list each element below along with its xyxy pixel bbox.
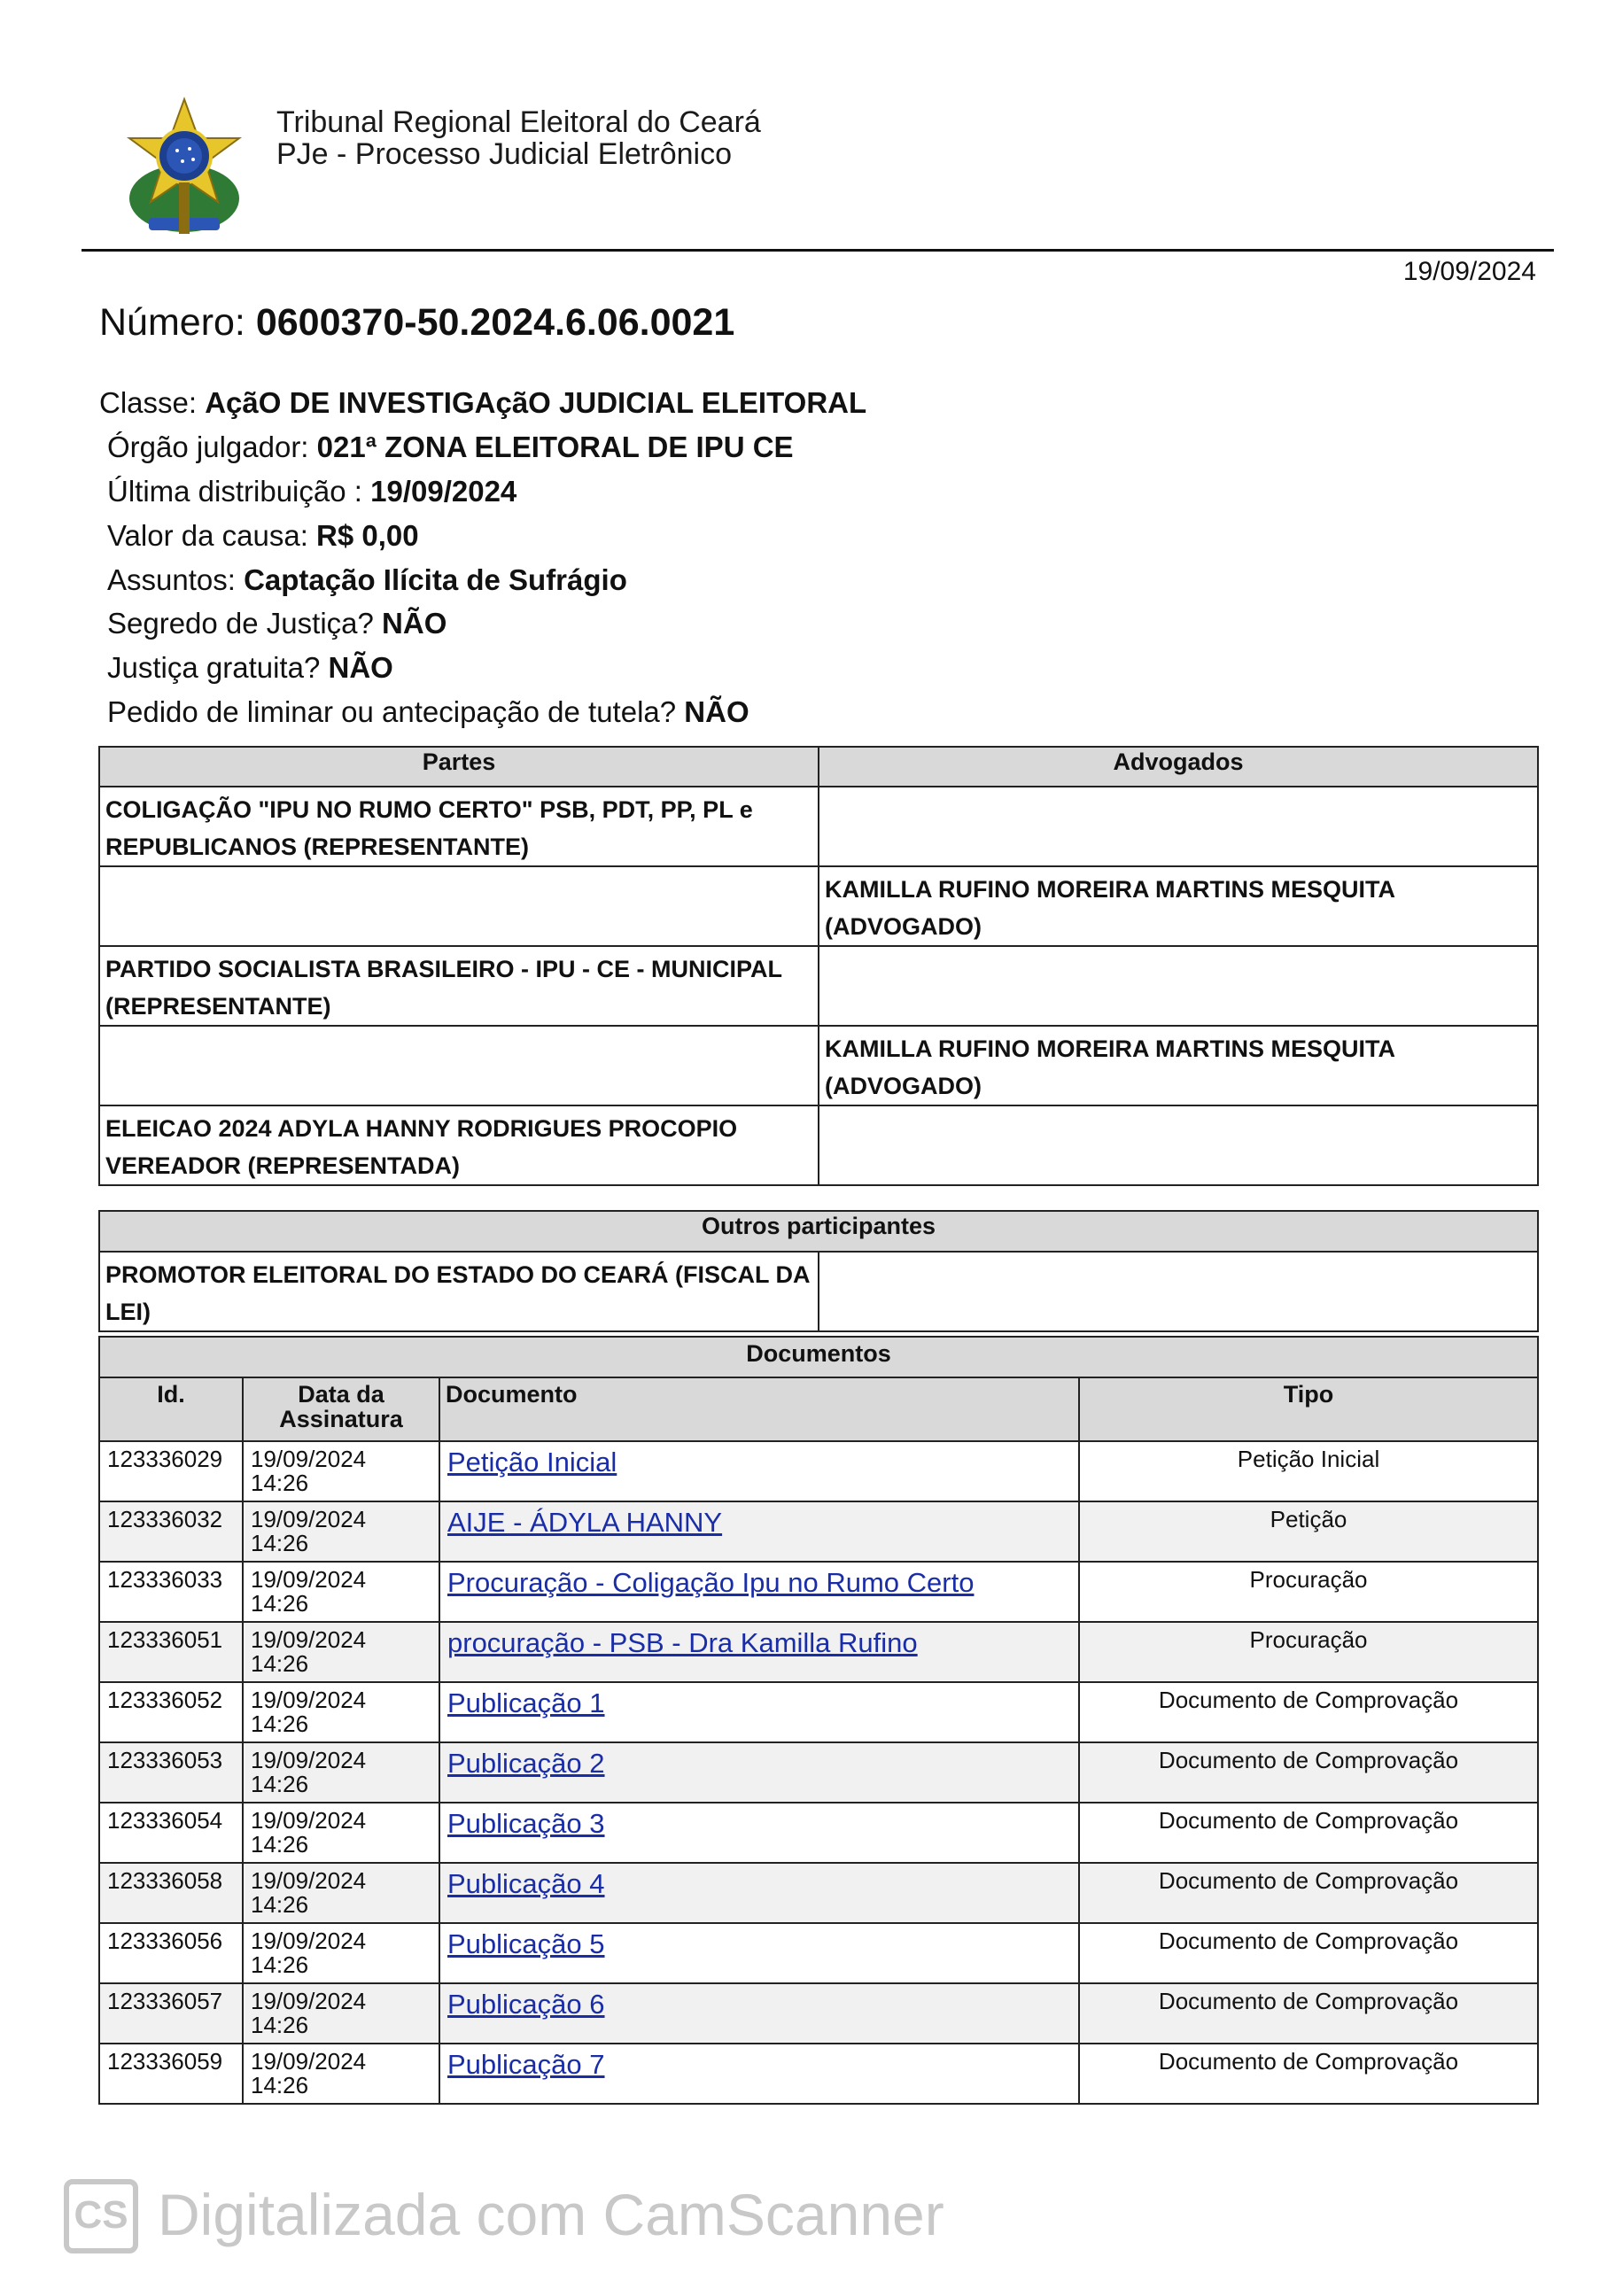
field-label: Assuntos: [107, 563, 236, 596]
parte-cell [99, 866, 819, 946]
doc-time: 14:26 [251, 2012, 309, 2038]
parte-cell [99, 1026, 819, 1105]
doc-date-cell [243, 1923, 439, 1983]
col-tipo-header: Tipo [1079, 1377, 1538, 1441]
parte-cell: ELEICAO 2024 ADYLA HANNY RODRIGUES PROCOPIO VEREADOR (REPRESENTADA) [99, 1105, 819, 1185]
doc-time: 14:26 [251, 1650, 309, 1677]
doc-name-cell [439, 1562, 1079, 1622]
doc-id-cell: 123336051 [99, 1622, 243, 1682]
document-link[interactable]: Publicação 1 [447, 1687, 605, 1718]
doc-time: 14:26 [251, 1590, 309, 1617]
field-label: Pedido de liminar ou antecipação de tutela? [107, 695, 677, 728]
doc-time: 14:26 [251, 1771, 309, 1797]
field-label: Órgão julgador: [107, 430, 309, 463]
org-name: Tribunal Regional Eleitoral do Ceará [276, 105, 761, 139]
field-value: AçãO DE INVESTIGAçãO JUDICIAL ELEITORAL [205, 386, 867, 419]
advogado-cell [819, 1105, 1538, 1185]
doc-date-cell [243, 1441, 439, 1501]
system-name: PJe - Processo Judicial Eletrônico [276, 137, 733, 171]
participante-cell: PROMOTOR ELEITORAL DO ESTADO DO CEARÁ (FISCAL DA LEI) [99, 1252, 819, 1331]
table-row [99, 1562, 1538, 1622]
doc-id-cell: 123336029 [99, 1441, 243, 1501]
doc-id-cell: 123336057 [99, 1983, 243, 2044]
document-link[interactable]: AIJE - ÁDYLA HANNY [447, 1507, 723, 1538]
field-pedido-liminar [107, 694, 749, 730]
field-valor-causa [107, 518, 419, 554]
doc-tipo-cell: Documento de Comprovação [1079, 1682, 1538, 1742]
doc-date: 19/09/2024 [251, 1928, 367, 1954]
doc-name-cell [439, 1923, 1079, 1983]
field-label: Valor da causa: [107, 519, 308, 552]
process-number-label: Número: [99, 301, 245, 344]
brazil-coat-of-arms-icon [113, 94, 255, 244]
field-orgao-julgador [107, 430, 794, 465]
documentos-title: Documentos [99, 1337, 1538, 1377]
field-value: NÃO [684, 695, 749, 728]
field-value: R$ 0,00 [316, 519, 419, 552]
doc-id-cell: 123336059 [99, 2044, 243, 2104]
col-id-header: Id. [99, 1377, 243, 1441]
table-row [99, 1863, 1538, 1923]
document-link[interactable]: Publicação 6 [447, 1989, 605, 2020]
field-ultima-distribuicao [107, 474, 516, 509]
doc-time: 14:26 [251, 2072, 309, 2098]
doc-name-cell [439, 1501, 1079, 1562]
doc-name-cell [439, 1863, 1079, 1923]
table-row [99, 1923, 1538, 1983]
doc-tipo-cell: Procuração [1079, 1622, 1538, 1682]
advogado-cell: KAMILLA RUFINO MOREIRA MARTINS MESQUITA (ADVOGADO) [819, 1026, 1538, 1105]
doc-name-cell [439, 1983, 1079, 2044]
header-divider [82, 249, 1554, 252]
partes-header: Partes [99, 747, 819, 787]
doc-tipo-cell: Documento de Comprovação [1079, 2044, 1538, 2104]
field-value: Captação Ilícita de Sufrágio [244, 563, 627, 596]
doc-tipo-cell: Documento de Comprovação [1079, 1803, 1538, 1863]
doc-date-cell [243, 2044, 439, 2104]
document-date: 19/09/2024 [1402, 257, 1536, 286]
doc-date: 19/09/2024 [251, 1626, 367, 1653]
field-segredo-justica [107, 606, 447, 641]
doc-time: 14:26 [251, 1710, 309, 1737]
field-value: 19/09/2024 [370, 475, 517, 508]
table-row [99, 2044, 1538, 2104]
field-label: Classe: [99, 386, 198, 419]
parte-cell: COLIGAÇÃO "IPU NO RUMO CERTO" PSB, PDT, PP, PL e REPUBLICANOS (REPRESENTANTE) [99, 787, 819, 866]
document-link[interactable]: Publicação 2 [447, 1748, 605, 1779]
doc-date: 19/09/2024 [251, 1988, 367, 2014]
field-justica-gratuita [107, 650, 393, 686]
document-link[interactable]: Publicação 3 [447, 1808, 605, 1839]
col-documento-header: Documento [439, 1377, 1079, 1441]
doc-date: 19/09/2024 [251, 1867, 367, 1894]
doc-time: 14:26 [251, 1470, 309, 1496]
doc-id-cell: 123336054 [99, 1803, 243, 1863]
doc-date-cell [243, 1742, 439, 1803]
table-row [99, 1105, 1538, 1185]
document-link[interactable]: Procuração - Coligação Ipu no Rumo Certo [447, 1567, 975, 1598]
advogado-cell [819, 946, 1538, 1026]
table-row [99, 787, 1538, 866]
doc-time: 14:26 [251, 1530, 309, 1556]
table-row [99, 1682, 1538, 1742]
process-number-value: 0600370-50.2024.6.06.0021 [255, 301, 735, 344]
doc-date-cell [243, 1682, 439, 1742]
camscanner-logo-icon: CS [64, 2179, 138, 2253]
doc-time: 14:26 [251, 1891, 309, 1918]
field-assuntos [107, 562, 627, 598]
document-link[interactable]: Petição Inicial [447, 1447, 617, 1478]
doc-date-cell [243, 1501, 439, 1562]
doc-name-cell [439, 1622, 1079, 1682]
doc-date: 19/09/2024 [251, 1566, 367, 1593]
scanner-watermark: Digitalizada com CamScanner [158, 2182, 944, 2247]
table-row [99, 1742, 1538, 1803]
doc-id-cell: 123336052 [99, 1682, 243, 1742]
doc-id-cell: 123336053 [99, 1742, 243, 1803]
doc-name-cell [439, 2044, 1079, 2104]
doc-time: 14:26 [251, 1831, 309, 1858]
documentos-table [98, 1336, 1539, 2105]
document-link[interactable]: Publicação 7 [447, 2049, 605, 2080]
field-value: NÃO [382, 607, 447, 640]
table-row [99, 1983, 1538, 2044]
doc-tipo-cell: Documento de Comprovação [1079, 1983, 1538, 2044]
doc-name-cell [439, 1803, 1079, 1863]
doc-id-cell: 123336058 [99, 1863, 243, 1923]
doc-date: 19/09/2024 [251, 1506, 367, 1532]
col-data-header: Data da Assinatura [243, 1377, 439, 1441]
field-value: 021ª ZONA ELEITORAL DE IPU CE [316, 430, 794, 463]
outros-participantes-table [98, 1210, 1539, 1332]
table-row [99, 1803, 1538, 1863]
doc-date-cell [243, 1863, 439, 1923]
participante-extra-cell [819, 1252, 1538, 1331]
doc-tipo-cell: Procuração [1079, 1562, 1538, 1622]
table-row [99, 866, 1538, 946]
document-link[interactable]: Publicação 4 [447, 1868, 605, 1899]
doc-id-cell: 123336032 [99, 1501, 243, 1562]
doc-name-cell [439, 1742, 1079, 1803]
table-row [99, 1026, 1538, 1105]
doc-tipo-cell: Documento de Comprovação [1079, 1923, 1538, 1983]
table-row [99, 1252, 1538, 1331]
table-row [99, 1501, 1538, 1562]
document-link[interactable]: Publicação 5 [447, 1928, 605, 1959]
doc-name-cell [439, 1441, 1079, 1501]
doc-id-cell: 123336033 [99, 1562, 243, 1622]
field-label: Justiça gratuita? [107, 651, 321, 684]
field-value: NÃO [328, 651, 393, 684]
field-classe [99, 385, 866, 421]
advogados-header: Advogados [819, 747, 1538, 787]
partes-table [98, 746, 1539, 1186]
field-label: Segredo de Justiça? [107, 607, 374, 640]
doc-date: 19/09/2024 [251, 1446, 367, 1472]
advogado-cell: KAMILLA RUFINO MOREIRA MARTINS MESQUITA (ADVOGADO) [819, 866, 1538, 946]
advogado-cell [819, 787, 1538, 866]
document-link[interactable]: procuração - PSB - Dra Kamilla Rufino [447, 1627, 918, 1658]
doc-date: 19/09/2024 [251, 1747, 367, 1773]
parte-cell: PARTIDO SOCIALISTA BRASILEIRO - IPU - CE - MUNICIPAL (REPRESENTANTE) [99, 946, 819, 1026]
doc-date-cell [243, 1803, 439, 1863]
doc-date-cell [243, 1622, 439, 1682]
doc-date-cell [243, 1983, 439, 2044]
doc-date: 19/09/2024 [251, 1807, 367, 1834]
doc-tipo-cell: Documento de Comprovação [1079, 1742, 1538, 1803]
table-row [99, 946, 1538, 1026]
doc-time: 14:26 [251, 1951, 309, 1978]
doc-date: 19/09/2024 [251, 2048, 367, 2075]
table-row [99, 1441, 1538, 1501]
doc-date-cell [243, 1562, 439, 1622]
doc-id-cell: 123336056 [99, 1923, 243, 1983]
doc-date: 19/09/2024 [251, 1687, 367, 1713]
doc-tipo-cell: Petição Inicial [1079, 1441, 1538, 1501]
field-label: Última distribuição : [107, 475, 362, 508]
doc-name-cell [439, 1682, 1079, 1742]
outros-header: Outros participantes [99, 1211, 1538, 1252]
process-number [99, 301, 734, 345]
doc-tipo-cell: Documento de Comprovação [1079, 1863, 1538, 1923]
table-row [99, 1622, 1538, 1682]
doc-tipo-cell: Petição [1079, 1501, 1538, 1562]
